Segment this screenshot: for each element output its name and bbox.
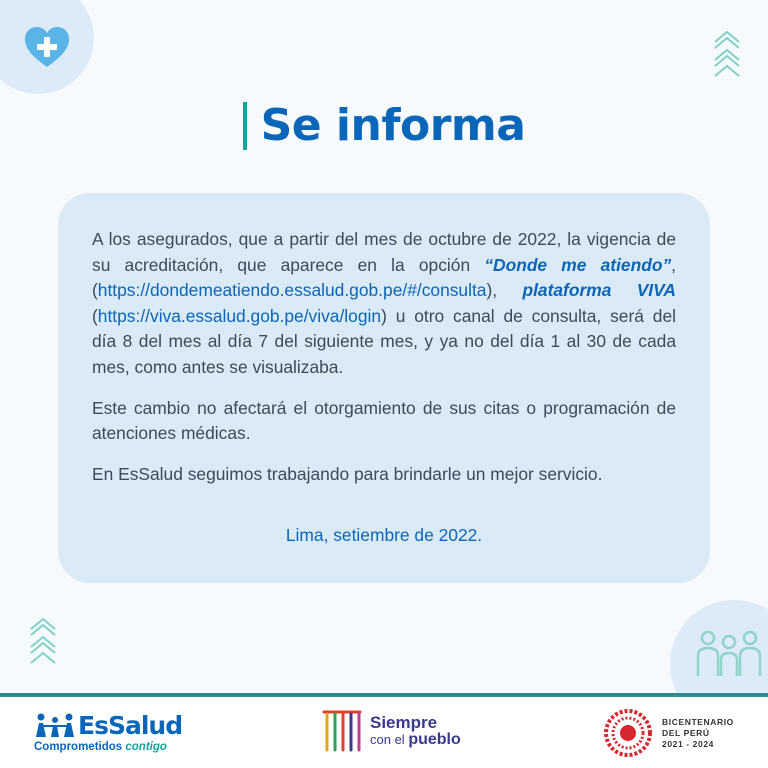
bicentenario-logo [604, 709, 734, 757]
p1-text-c: ), [486, 280, 523, 301]
essalud-name: EsSalud [78, 711, 183, 740]
heart-plus-icon [23, 25, 71, 69]
link-viva[interactable]: https://viva.essalud.gob.pe/viva/login [97, 305, 382, 326]
heart-badge [0, 0, 94, 94]
siempre-line2-b: pueblo [408, 731, 461, 748]
p1-text-b: , ( [92, 254, 677, 301]
bicentenario-seal-icon [604, 709, 652, 757]
platform-name: plataforma VIVA [522, 280, 676, 301]
p1-text-a: A los asegurados, que a partir del mes de octubre de 2022, la vigencia de su acreditación, que aparece en la opción [92, 229, 676, 275]
siempre-line2 [370, 732, 461, 748]
title-text: Se informa [260, 100, 526, 151]
paragraph-main [92, 227, 676, 381]
tagline-b: contigo [125, 741, 167, 753]
link-dondemeatiendo[interactable]: https://dondemeatiendo.essalud.gob.pe/#/consulta [97, 280, 487, 301]
chevron-up-icon [712, 28, 742, 80]
essalud-family-icon [34, 713, 76, 739]
option-name: “Donde me atiendo” [484, 254, 672, 275]
p1-text-e: ) u otro canal de consulta, será del día 8 del mes al día 7 del siguiente mes, y ya no del día 1 al 30 de cada mes, como antes se visualizaba. [92, 305, 676, 377]
bicent-line1: BICENTENARIO [662, 716, 734, 727]
p1-text-d: ( [92, 305, 98, 326]
paragraph-change: Este cambio no afectará el otorgamiento de sus citas o programación de atenciones médicas. [92, 397, 676, 444]
bicent-line2: DEL PERÚ [662, 727, 710, 738]
people-icon [694, 626, 764, 686]
siempre-logo [320, 708, 461, 754]
paragraph-service: En EsSalud seguimos trabajando para brindarle un mejor servicio. [92, 463, 603, 484]
siempre-line2-a: con el [370, 732, 409, 747]
title-accent-bar [243, 102, 247, 150]
essalud-tagline [34, 741, 167, 753]
siempre-logo-icon [320, 708, 364, 754]
announcement-card [58, 193, 710, 583]
bicent-line3: 2021 - 2024 [662, 738, 714, 749]
page-title [0, 100, 768, 151]
bicentenario-text [662, 717, 734, 750]
signoff-date: Lima, setiembre de 2022. [285, 525, 483, 546]
siempre-line1: Siempre [370, 713, 438, 732]
tagline-a: Comprometidos [34, 741, 126, 753]
chevron-up-icon [28, 615, 58, 667]
